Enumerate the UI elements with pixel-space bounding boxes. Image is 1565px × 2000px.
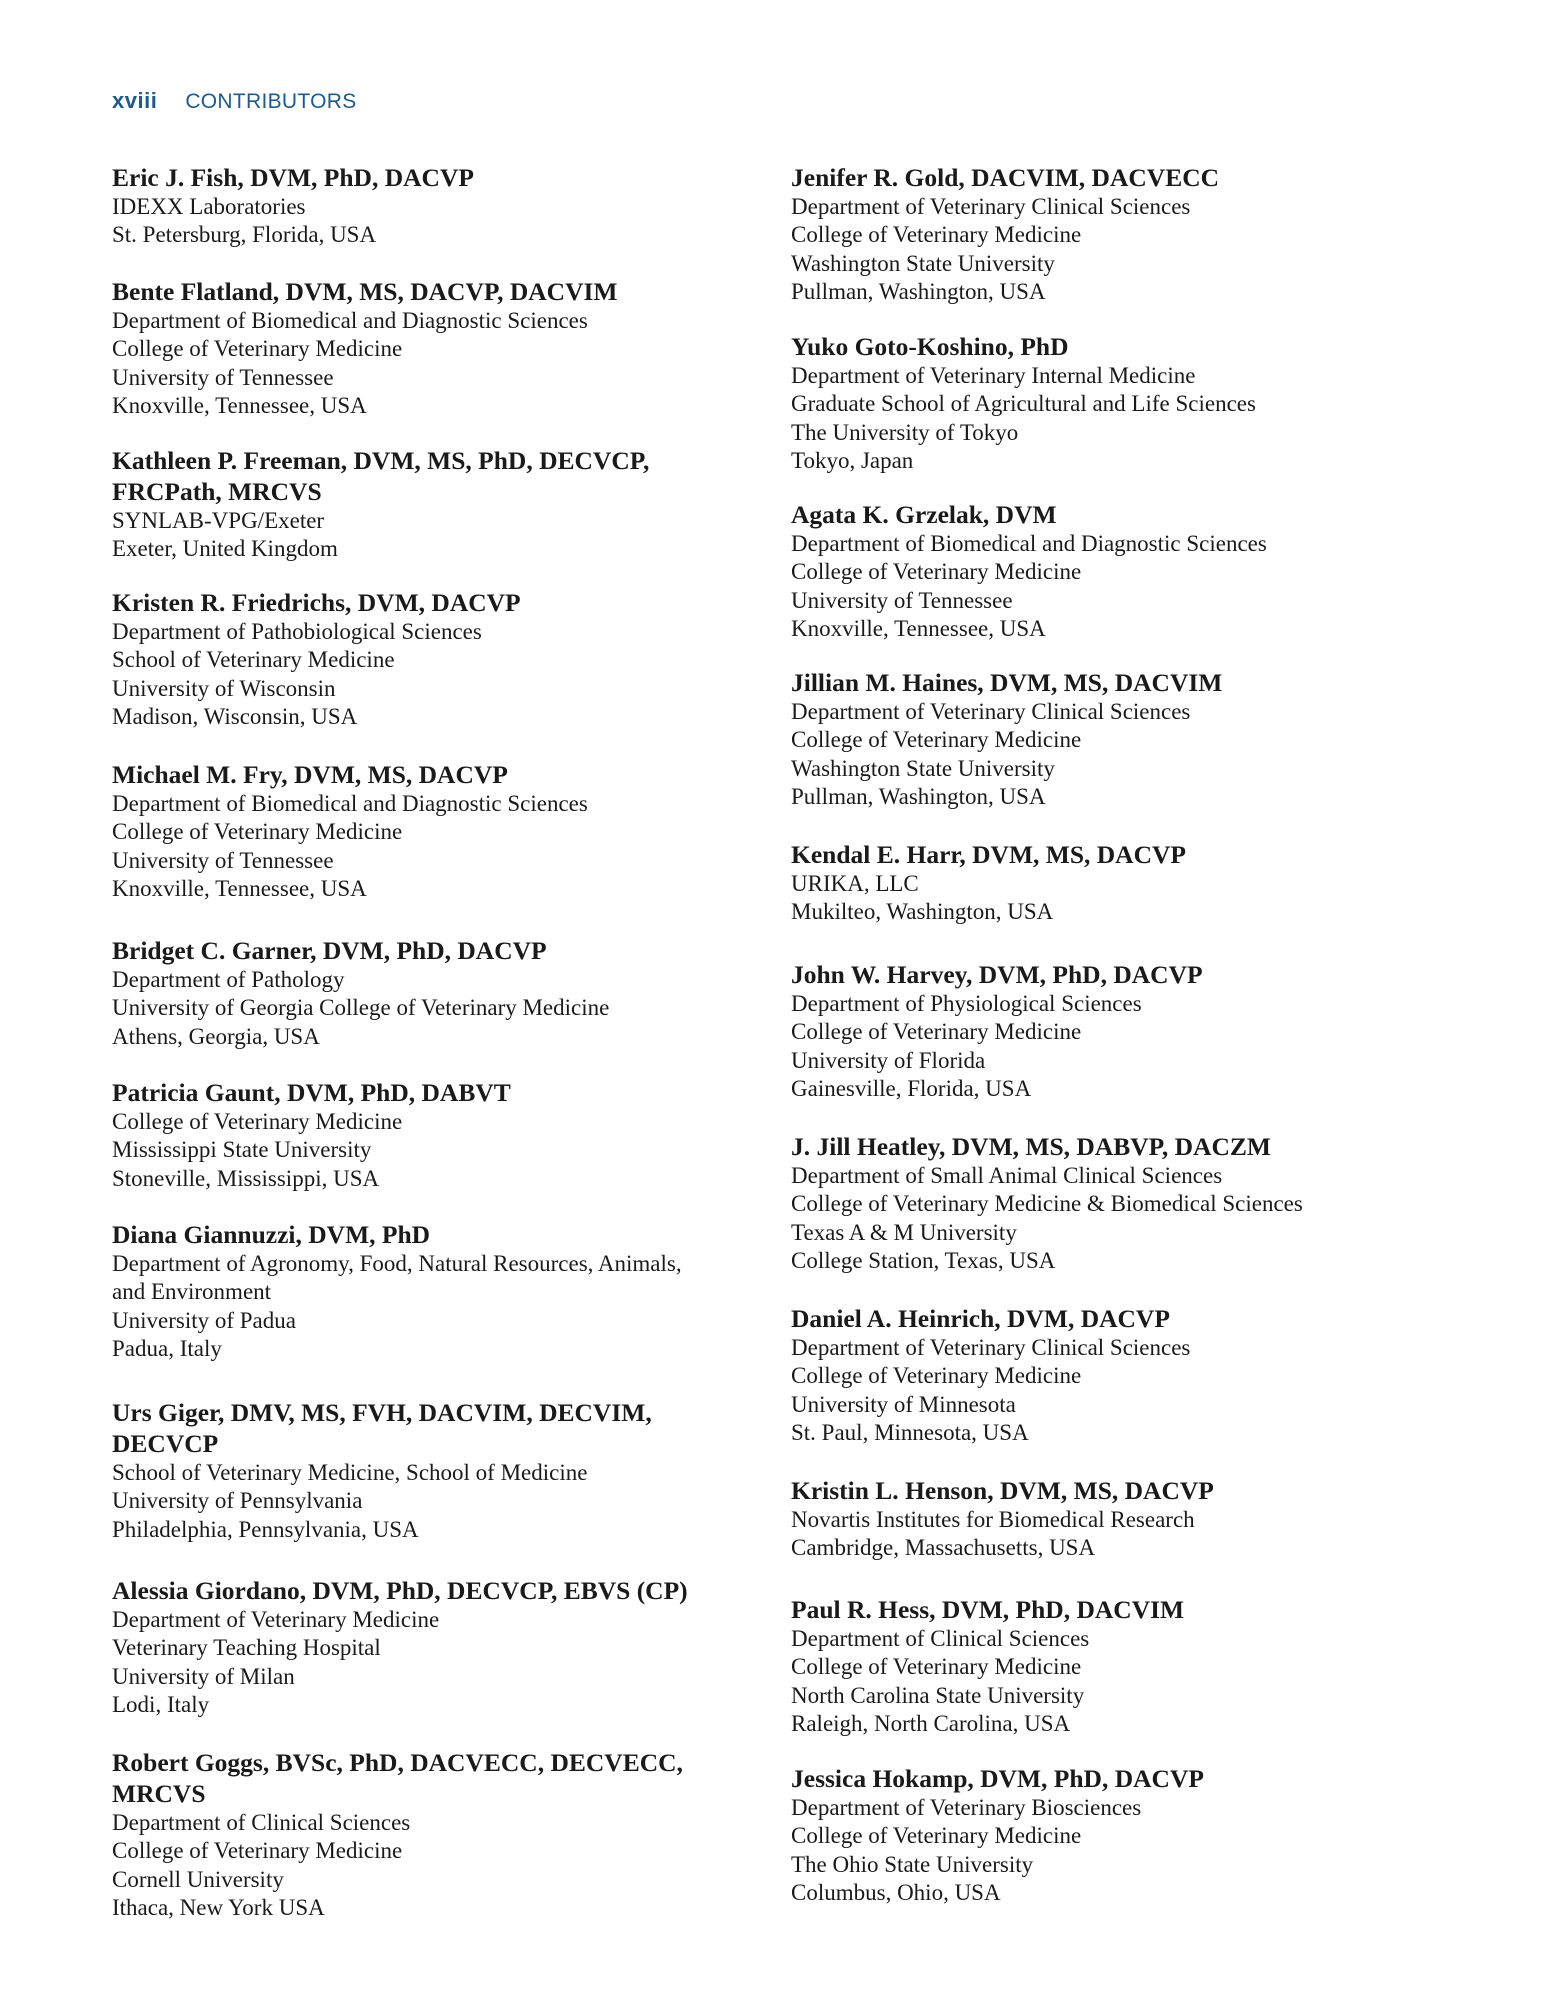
affiliation-line: Department of Agronomy, Food, Natural Resources, Animals, bbox=[112, 1251, 682, 1276]
affiliation-line: University of Padua bbox=[112, 1307, 296, 1333]
contributor-name: Michael M. Fry, DVM, MS, DACVP bbox=[112, 760, 508, 789]
affiliation-line: Department of Veterinary Biosciences bbox=[791, 1795, 1142, 1820]
contributor-name: Alessia Giordano, DVM, PhD, DECVCP, EBVS (CP) bbox=[112, 1576, 688, 1605]
contributor-entry bbox=[791, 331, 1491, 475]
affiliation-line: Department of Pathobiological Sciences bbox=[112, 619, 482, 644]
affiliation-line: University of Wisconsin bbox=[112, 675, 336, 701]
affiliation-line: College of Veterinary Medicine bbox=[112, 1838, 403, 1864]
contributor-entry bbox=[112, 759, 752, 903]
affiliation-line: URIKA, LLC bbox=[791, 871, 919, 896]
affiliation-line: Ithaca, New York USA bbox=[112, 1894, 325, 1920]
affiliation-line: Novartis Institutes for Biomedical Research bbox=[791, 1507, 1195, 1532]
affiliation-line: Mississippi State University bbox=[112, 1137, 372, 1163]
affiliation-line: Washington State University bbox=[791, 755, 1055, 781]
contributor-name: Jessica Hokamp, DVM, PhD, DACVP bbox=[791, 1764, 1204, 1793]
contributor-name: Robert Goggs, BVSc, PhD, DACVECC, DECVECC, MRCVS bbox=[112, 1748, 683, 1808]
affiliation-line: Knoxville, Tennessee, USA bbox=[791, 615, 1046, 641]
affiliation-line: College of Veterinary Medicine bbox=[791, 1363, 1082, 1389]
affiliation-line: Tokyo, Japan bbox=[791, 447, 914, 473]
affiliation-line: St. Paul, Minnesota, USA bbox=[791, 1419, 1029, 1445]
contributor-name: Bridget C. Garner, DVM, PhD, DACVP bbox=[112, 936, 547, 965]
affiliation-line: Mukilteo, Washington, USA bbox=[791, 899, 1054, 925]
affiliation-line: Department of Veterinary Clinical Sciences bbox=[791, 1335, 1191, 1360]
affiliation-line: Department of Clinical Sciences bbox=[112, 1810, 411, 1835]
affiliation-line: Knoxville, Tennessee, USA bbox=[112, 875, 367, 901]
affiliation-line: SYNLAB-VPG/Exeter bbox=[112, 508, 325, 533]
affiliation-line: Stoneville, Mississippi, USA bbox=[112, 1165, 380, 1191]
affiliation-line: Department of Pathology bbox=[112, 967, 345, 992]
affiliation-line: Cornell University bbox=[112, 1866, 284, 1892]
affiliation-line: Department of Veterinary Clinical Sciences bbox=[791, 699, 1191, 724]
affiliation-line: Cambridge, Massachusetts, USA bbox=[791, 1535, 1096, 1561]
contributor-entry bbox=[791, 1475, 1491, 1563]
affiliation-line: Department of Biomedical and Diagnostic Sciences bbox=[112, 791, 588, 816]
affiliation-line: Philadelphia, Pennsylvania, USA bbox=[112, 1516, 419, 1542]
affiliation-line: Lodi, Italy bbox=[112, 1691, 210, 1717]
affiliation-line: College of Veterinary Medicine bbox=[112, 1109, 403, 1134]
affiliation-line: The Ohio State University bbox=[791, 1851, 1034, 1877]
contributor-entry bbox=[791, 499, 1491, 643]
contributor-name: Jillian M. Haines, DVM, MS, DACVIM bbox=[791, 668, 1223, 697]
contributor-name: Kristen R. Friedrichs, DVM, DACVP bbox=[112, 588, 521, 617]
affiliation-line: Department of Small Animal Clinical Sciences bbox=[791, 1163, 1223, 1188]
contributor-entry bbox=[112, 1575, 752, 1719]
affiliation-line: Knoxville, Tennessee, USA bbox=[112, 392, 367, 418]
contributor-entry bbox=[791, 162, 1491, 306]
affiliation-line: Department of Clinical Sciences bbox=[791, 1626, 1090, 1651]
affiliation-line: Graduate School of Agricultural and Life Sciences bbox=[791, 391, 1256, 417]
affiliation-line: Department of Biomedical and Diagnostic Sciences bbox=[791, 531, 1267, 556]
contributor-name: J. Jill Heatley, DVM, MS, DABVP, DACZM bbox=[791, 1132, 1271, 1161]
affiliation-line: Athens, Georgia, USA bbox=[112, 1023, 320, 1049]
contributor-name: Agata K. Grzelak, DVM bbox=[791, 500, 1057, 529]
contributor-entry bbox=[791, 1303, 1491, 1447]
contributor-entry bbox=[112, 587, 752, 731]
contributor-name: Kristin L. Henson, DVM, MS, DACVP bbox=[791, 1476, 1214, 1505]
affiliation-line: St. Petersburg, Florida, USA bbox=[112, 222, 377, 248]
affiliation-line: University of Georgia College of Veterinary Medicine bbox=[112, 995, 610, 1021]
affiliation-line: Exeter, United Kingdom bbox=[112, 536, 338, 562]
affiliation-line: College of Veterinary Medicine bbox=[791, 1019, 1082, 1045]
contributor-entry bbox=[791, 959, 1491, 1103]
affiliation-line: North Carolina State University bbox=[791, 1682, 1085, 1708]
contributor-name: Diana Giannuzzi, DVM, PhD bbox=[112, 1220, 431, 1249]
affiliation-line: Pullman, Washington, USA bbox=[791, 783, 1046, 809]
affiliation-line: Veterinary Teaching Hospital bbox=[112, 1635, 381, 1661]
affiliation-line: and Environment bbox=[112, 1279, 272, 1305]
contributor-entry bbox=[112, 1397, 752, 1544]
contributor-name: Patricia Gaunt, DVM, PhD, DABVT bbox=[112, 1078, 511, 1107]
affiliation-line: School of Veterinary Medicine, School of Medicine bbox=[112, 1460, 588, 1485]
contributor-name: Kathleen P. Freeman, DVM, MS, PhD, DECVCP, FRCPath, MRCVS bbox=[112, 446, 650, 506]
affiliation-line: The University of Tokyo bbox=[791, 419, 1019, 445]
affiliation-line: College of Veterinary Medicine bbox=[791, 727, 1082, 753]
affiliation-line: Pullman, Washington, USA bbox=[791, 278, 1046, 304]
contributor-entry bbox=[791, 839, 1491, 927]
page-number: xviii bbox=[112, 88, 158, 113]
affiliation-line: Padua, Italy bbox=[112, 1335, 222, 1361]
contributor-entry bbox=[112, 1219, 752, 1363]
affiliation-line: University of Milan bbox=[112, 1663, 295, 1689]
contributor-name: Daniel A. Heinrich, DVM, DACVP bbox=[791, 1304, 1170, 1333]
affiliation-line: College of Veterinary Medicine bbox=[112, 336, 403, 362]
contributor-entry bbox=[112, 162, 752, 250]
affiliation-line: IDEXX Laboratories bbox=[112, 194, 306, 219]
affiliation-line: University of Tennessee bbox=[791, 587, 1013, 613]
affiliation-line: University of Pennsylvania bbox=[112, 1488, 363, 1514]
affiliation-line: University of Minnesota bbox=[791, 1391, 1016, 1417]
affiliation-line: College of Veterinary Medicine bbox=[791, 1654, 1082, 1680]
affiliation-line: Department of Veterinary Medicine bbox=[112, 1607, 440, 1632]
contributor-name: John W. Harvey, DVM, PhD, DACVP bbox=[791, 960, 1203, 989]
contributor-entry bbox=[791, 1131, 1491, 1275]
affiliation-line: College of Veterinary Medicine bbox=[112, 819, 403, 845]
affiliation-line: College of Veterinary Medicine bbox=[791, 1823, 1082, 1849]
affiliation-line: Department of Veterinary Clinical Sciences bbox=[791, 194, 1191, 219]
affiliation-line: Department of Veterinary Internal Medicine bbox=[791, 363, 1196, 388]
affiliation-line: College of Veterinary Medicine bbox=[791, 222, 1082, 248]
contributor-entry bbox=[112, 1077, 752, 1193]
contributor-name: Bente Flatland, DVM, MS, DACVP, DACVIM bbox=[112, 277, 618, 306]
contributor-name: Yuko Goto-Koshino, PhD bbox=[791, 332, 1069, 361]
affiliation-line: Raleigh, North Carolina, USA bbox=[791, 1710, 1071, 1736]
affiliation-line: Madison, Wisconsin, USA bbox=[112, 703, 358, 729]
contributor-entry bbox=[112, 1747, 752, 1922]
contributor-entry bbox=[791, 1763, 1491, 1907]
affiliation-line: Department of Biomedical and Diagnostic Sciences bbox=[112, 308, 588, 333]
affiliation-line: Texas A & M University bbox=[791, 1219, 1017, 1245]
running-header bbox=[112, 88, 357, 114]
affiliation-line: College of Veterinary Medicine bbox=[791, 559, 1082, 585]
affiliation-line: Department of Physiological Sciences bbox=[791, 991, 1142, 1016]
section-title: CONTRIBUTORS bbox=[185, 90, 357, 113]
contributor-entry bbox=[112, 935, 752, 1051]
contributor-name: Eric J. Fish, DVM, PhD, DACVP bbox=[112, 163, 474, 192]
affiliation-line: University of Tennessee bbox=[112, 364, 334, 390]
affiliation-line: College of Veterinary Medicine & Biomedical Sciences bbox=[791, 1191, 1303, 1217]
affiliation-line: College Station, Texas, USA bbox=[791, 1247, 1056, 1273]
contributor-entry bbox=[112, 276, 752, 420]
contributor-name: Jenifer R. Gold, DACVIM, DACVECC bbox=[791, 163, 1220, 192]
contributor-name: Kendal E. Harr, DVM, MS, DACVP bbox=[791, 840, 1187, 869]
contributor-entry bbox=[791, 667, 1491, 811]
contributor-entry bbox=[112, 445, 752, 564]
affiliation-line: School of Veterinary Medicine bbox=[112, 647, 395, 673]
contributor-entry bbox=[791, 1594, 1491, 1738]
contributor-name: Paul R. Hess, DVM, PhD, DACVIM bbox=[791, 1595, 1185, 1624]
affiliation-line: Columbus, Ohio, USA bbox=[791, 1879, 1001, 1905]
affiliation-line: Gainesville, Florida, USA bbox=[791, 1075, 1032, 1101]
affiliation-line: University of Tennessee bbox=[112, 847, 334, 873]
contributor-name: Urs Giger, DMV, MS, FVH, DACVIM, DECVIM, DECVCP bbox=[112, 1398, 652, 1458]
affiliation-line: University of Florida bbox=[791, 1047, 986, 1073]
affiliation-line: Washington State University bbox=[791, 250, 1055, 276]
